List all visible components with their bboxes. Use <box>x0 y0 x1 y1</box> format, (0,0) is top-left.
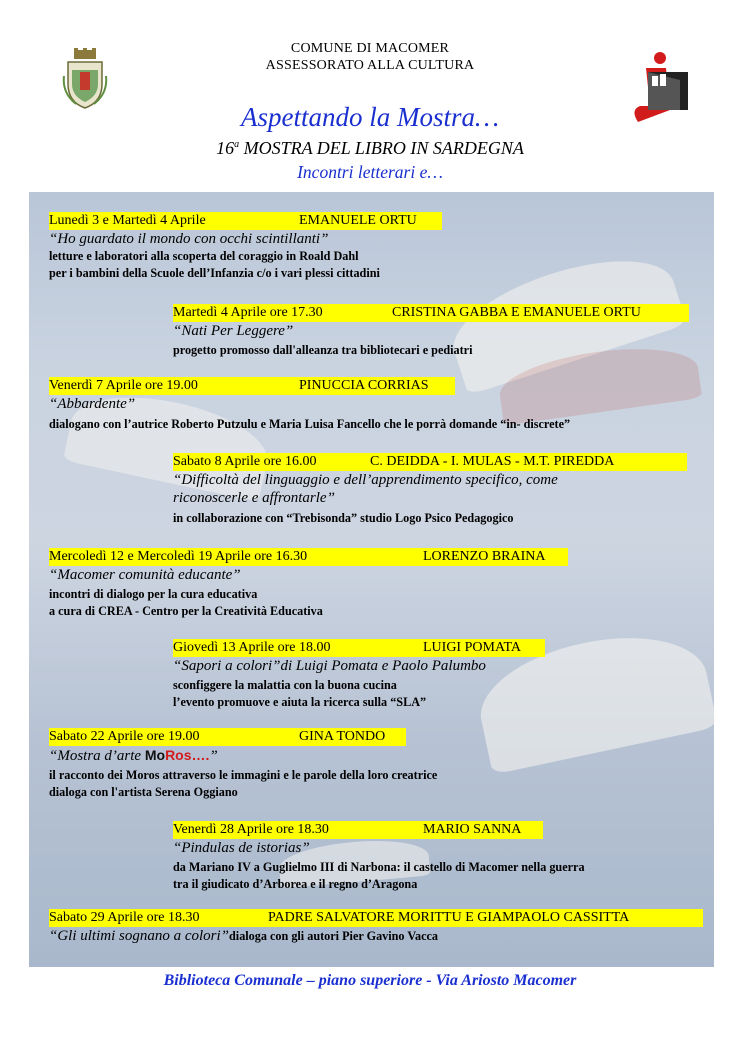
event-date: Lunedì 3 e Martedì 4 Aprile <box>49 213 206 228</box>
event-date: Sabato 22 Aprile ore 19.00 <box>49 729 200 744</box>
moros-logo-part: Mo <box>144 747 166 763</box>
event-speaker: LORENZO BRAINA <box>423 549 546 564</box>
event-speaker: EMANUELE ORTU <box>299 213 417 228</box>
event-speaker: LUIGI POMATA <box>423 640 522 655</box>
coat-of-arms-icon <box>62 48 108 110</box>
event-title-continued: riconoscerle e affrontarle” <box>173 490 335 506</box>
page-subtitle <box>0 138 740 159</box>
event-title: “Ho guardato il mondo con occhi scintillanti” <box>49 231 329 247</box>
event-title: “Abbardente” <box>49 396 136 412</box>
event-8 <box>173 820 585 893</box>
subtitle-number: 16 <box>216 138 235 158</box>
event-date: Sabato 29 Aprile ore 18.30 <box>49 910 200 925</box>
event-header <box>49 377 455 395</box>
event-speaker: MARIO SANNA <box>423 822 522 837</box>
event-speaker: GINA TONDO <box>299 729 386 744</box>
event-title-text: ” <box>209 748 218 764</box>
event-header <box>173 639 545 657</box>
event-description: dialoga con gli autori Pier Gavino Vacca <box>229 929 439 943</box>
event-date: Martedì 4 Aprile ore 17.30 <box>173 305 323 320</box>
event-description: sconfiggere la malattia con la buona cucina <box>173 678 397 692</box>
event-5 <box>49 547 568 620</box>
event-title: “Macomer comunità educante” <box>49 567 241 583</box>
tagline: Incontri letterari e… <box>297 162 443 182</box>
event-1 <box>49 211 442 282</box>
event-title: “Sapori a colori”di Luigi Pomata e Paolo Palumbo <box>173 658 486 674</box>
event-3 <box>49 376 570 433</box>
event-description: letture e laboratori alla scoperta del coraggio in Roald Dahl <box>49 249 359 263</box>
event-date: Venerdì 7 Aprile ore 19.00 <box>49 378 198 393</box>
event-description: dialoga con l'artista Serena Oggiano <box>49 785 238 799</box>
event-description: il racconto dei Moros attraverso le immagini e le parole della loro creatrice <box>49 768 438 782</box>
event-description: a cura di CREA - Centro per la Creatività Educativa <box>49 604 323 618</box>
event-6 <box>173 638 545 711</box>
event-header <box>173 453 687 471</box>
event-title: “Pindulas de istorias” <box>173 840 310 856</box>
event-header <box>49 212 442 230</box>
event-title <box>49 746 437 765</box>
event-description: da Mariano IV a Guglielmo III di Narbona: il castello di Macomer nella guerra <box>173 860 585 874</box>
event-date: Sabato 8 Aprile ore 16.00 <box>173 454 317 469</box>
department-name: ASSESSORATO ALLA CULTURA <box>265 58 475 73</box>
municipality-name: COMUNE DI MACOMER <box>290 41 450 56</box>
event-speaker: C. DEIDDA - I. MULAS - M.T. PIREDDA <box>370 454 615 469</box>
event-description: dialogano con l’autrice Roberto Putzulu e Maria Luisa Fancello che le porrà domande “in- discrete” <box>49 417 571 431</box>
event-speaker: PINUCCIA CORRIAS <box>299 378 429 393</box>
event-description: in collaborazione con “Trebisonda” studio Logo Psico Pedagogico <box>173 511 514 525</box>
event-description: incontri di dialogo per la cura educativa <box>49 587 258 601</box>
event-header <box>49 728 406 746</box>
event-title: “Nati Per Leggere” <box>173 323 294 339</box>
event-date: Giovedì 13 Aprile ore 18.00 <box>173 640 331 655</box>
moros-logo-part: Ros…. <box>165 747 210 763</box>
event-description: l’evento promuove e aiuta la ricerca sulla “SLA” <box>173 695 427 709</box>
event-2 <box>173 303 689 359</box>
event-description: progetto promosso dall'alleanza tra bibliotecari e pediatri <box>173 343 473 357</box>
event-header <box>173 821 543 839</box>
event-speaker: CRISTINA GABBA E EMANUELE ORTU <box>392 305 641 320</box>
event-9 <box>49 908 703 945</box>
subtitle-ordinal: a <box>234 139 240 150</box>
page-title: Aspettando la Mostra… <box>240 102 499 132</box>
event-header <box>173 304 689 322</box>
event-header <box>49 548 568 566</box>
event-title: “Difficoltà del linguaggio e dell’apprendimento specifico, come <box>173 472 558 488</box>
event-title-text: “Mostra d’arte <box>49 748 145 764</box>
event-title: “Gli ultimi sognano a colori” <box>49 928 230 944</box>
event-7 <box>49 727 437 801</box>
event-title-line <box>49 927 703 945</box>
event-date: Venerdì 28 Aprile ore 18.30 <box>173 822 329 837</box>
moros-logo <box>145 747 210 763</box>
event-description: per i bambini della Scuole dell’Infanzia c/o i vari plessi cittadini <box>49 266 380 280</box>
footer-location: Biblioteca Comunale – piano superiore - Via Ariosto Macomer <box>163 972 577 989</box>
event-header <box>49 909 703 927</box>
event-speaker: PADRE SALVATORE MORITTU E GIAMPAOLO CASSITTA <box>268 910 630 925</box>
event-4 <box>173 452 687 527</box>
event-description: tra il giudicato d’Arborea e il regno d’Aragona <box>173 877 418 891</box>
event-date: Mercoledì 12 e Mercoledì 19 Aprile ore 16.30 <box>49 549 308 564</box>
subtitle-text: MOSTRA DEL LIBRO IN SARDEGNA <box>239 138 524 158</box>
